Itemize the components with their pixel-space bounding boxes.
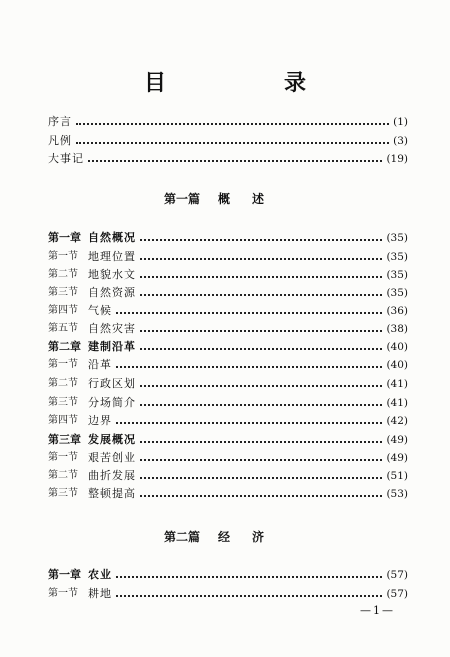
chapter-number: 第一章 (48, 231, 81, 244)
leader-dots (116, 312, 382, 314)
part-number: 第二篇 (163, 530, 200, 544)
toc-page-number: (49) (386, 452, 408, 464)
section-title: 自然资源 (88, 286, 136, 299)
toc-page-number: (19) (386, 153, 408, 165)
section-number: 第二节 (48, 378, 78, 389)
leader-dots (140, 239, 382, 241)
leader-dots (140, 385, 382, 387)
toc-page-number: (40) (386, 359, 408, 371)
leader-dots (116, 576, 382, 578)
toc-section-entry[interactable] (48, 486, 408, 502)
part-heading (0, 190, 450, 207)
toc-section-entry[interactable] (48, 413, 408, 429)
leader-dots (140, 477, 382, 479)
part-name: 经济 (218, 530, 287, 544)
section-title: 耕地 (88, 587, 112, 600)
leader-dots (140, 330, 382, 332)
part-heading (0, 528, 450, 545)
toc-page-number: (57) (386, 569, 408, 581)
toc-page-number: (36) (386, 305, 408, 317)
leader-dots (116, 595, 382, 597)
toc-page-number: (57) (386, 588, 408, 600)
chapter-number: 第二章 (48, 340, 81, 353)
page-title: 目 录 (143, 71, 354, 96)
leader-dots (76, 123, 389, 125)
chapter-number: 第三章 (48, 433, 81, 446)
part-number: 第一篇 (163, 192, 200, 206)
toc-page-number: (35) (386, 232, 408, 244)
toc-page-number: (35) (386, 251, 408, 263)
leader-dots (116, 422, 382, 424)
section-title: 自然灾害 (88, 322, 136, 335)
toc-section-entry[interactable] (48, 468, 408, 484)
section-number: 第一节 (48, 588, 78, 599)
chapter-number: 第一章 (48, 568, 81, 581)
toc-section-entry[interactable] (48, 586, 408, 602)
toc-section-entry[interactable] (48, 450, 408, 466)
toc-entry-label: 序言 (48, 115, 72, 128)
part-name: 概述 (218, 192, 287, 206)
section-number: 第四节 (48, 305, 78, 316)
toc-page-number: (53) (386, 488, 408, 500)
toc-entry-chronicle[interactable] (48, 151, 408, 167)
toc-chapter-entry[interactable] (48, 339, 408, 355)
toc-section-entry[interactable] (48, 267, 408, 283)
section-number: 第五节 (48, 323, 78, 334)
section-number: 第三节 (48, 287, 78, 298)
chapter-title: 自然概况 (88, 231, 136, 244)
leader-dots (140, 459, 382, 461)
toc-page-number: (3) (393, 135, 408, 147)
toc-section-entry[interactable] (48, 357, 408, 373)
leader-dots (76, 142, 389, 144)
toc-page-number: (38) (386, 323, 408, 335)
leader-dots (140, 441, 382, 443)
toc-page-number: (42) (386, 415, 408, 427)
toc-page-number: (41) (386, 397, 408, 409)
section-title: 行政区划 (88, 377, 136, 390)
toc-entry-label: 大事记 (48, 152, 84, 165)
section-title: 地貌水文 (88, 268, 136, 281)
section-title: 气候 (88, 304, 112, 317)
section-title: 分场简介 (88, 396, 136, 409)
toc-chapter-entry[interactable] (48, 567, 408, 583)
chapter-title: 农业 (88, 568, 112, 581)
toc-entry-label: 凡例 (48, 134, 72, 147)
leader-dots (140, 404, 382, 406)
toc-section-entry[interactable] (48, 395, 408, 411)
section-number: 第三节 (48, 397, 78, 408)
section-number: 第一节 (48, 359, 78, 370)
chapter-title: 建制沿革 (88, 340, 136, 353)
toc-entry-conventions[interactable] (48, 133, 408, 149)
section-number: 第一节 (48, 452, 78, 463)
section-title: 艰苦创业 (88, 451, 136, 464)
section-title: 整顿提高 (88, 487, 136, 500)
chapter-title: 发展概况 (88, 433, 136, 446)
leader-dots (140, 258, 382, 260)
leader-dots (140, 495, 382, 497)
page-number-footer: —1— (360, 604, 395, 617)
section-number: 第二节 (48, 269, 78, 280)
section-title: 沿革 (88, 358, 112, 371)
toc-entry-preface[interactable] (48, 114, 408, 130)
section-number: 第三节 (48, 488, 78, 499)
toc-page-number: (51) (386, 470, 408, 482)
section-title: 曲折发展 (88, 469, 136, 482)
toc-section-entry[interactable] (48, 321, 408, 337)
toc-page-number: (35) (386, 287, 408, 299)
toc-chapter-entry[interactable] (48, 432, 408, 448)
toc-section-entry[interactable] (48, 303, 408, 319)
toc-section-entry[interactable] (48, 376, 408, 392)
toc-page-number: (49) (386, 434, 408, 446)
toc-page-number: (40) (386, 341, 408, 353)
leader-dots (140, 348, 382, 350)
toc-section-entry[interactable] (48, 285, 408, 301)
leader-dots (140, 294, 382, 296)
toc-chapter-entry[interactable] (48, 230, 408, 246)
toc-page-number: (41) (386, 378, 408, 390)
section-title: 边界 (88, 414, 112, 427)
section-title: 地理位置 (88, 250, 136, 263)
section-number: 第一节 (48, 251, 78, 262)
section-number: 第四节 (48, 415, 78, 426)
toc-page-number: (35) (386, 269, 408, 281)
leader-dots (116, 366, 382, 368)
leader-dots (88, 160, 382, 162)
section-number: 第二节 (48, 470, 78, 481)
leader-dots (140, 276, 382, 278)
toc-section-entry[interactable] (48, 249, 408, 265)
toc-page-number: (1) (393, 116, 408, 128)
